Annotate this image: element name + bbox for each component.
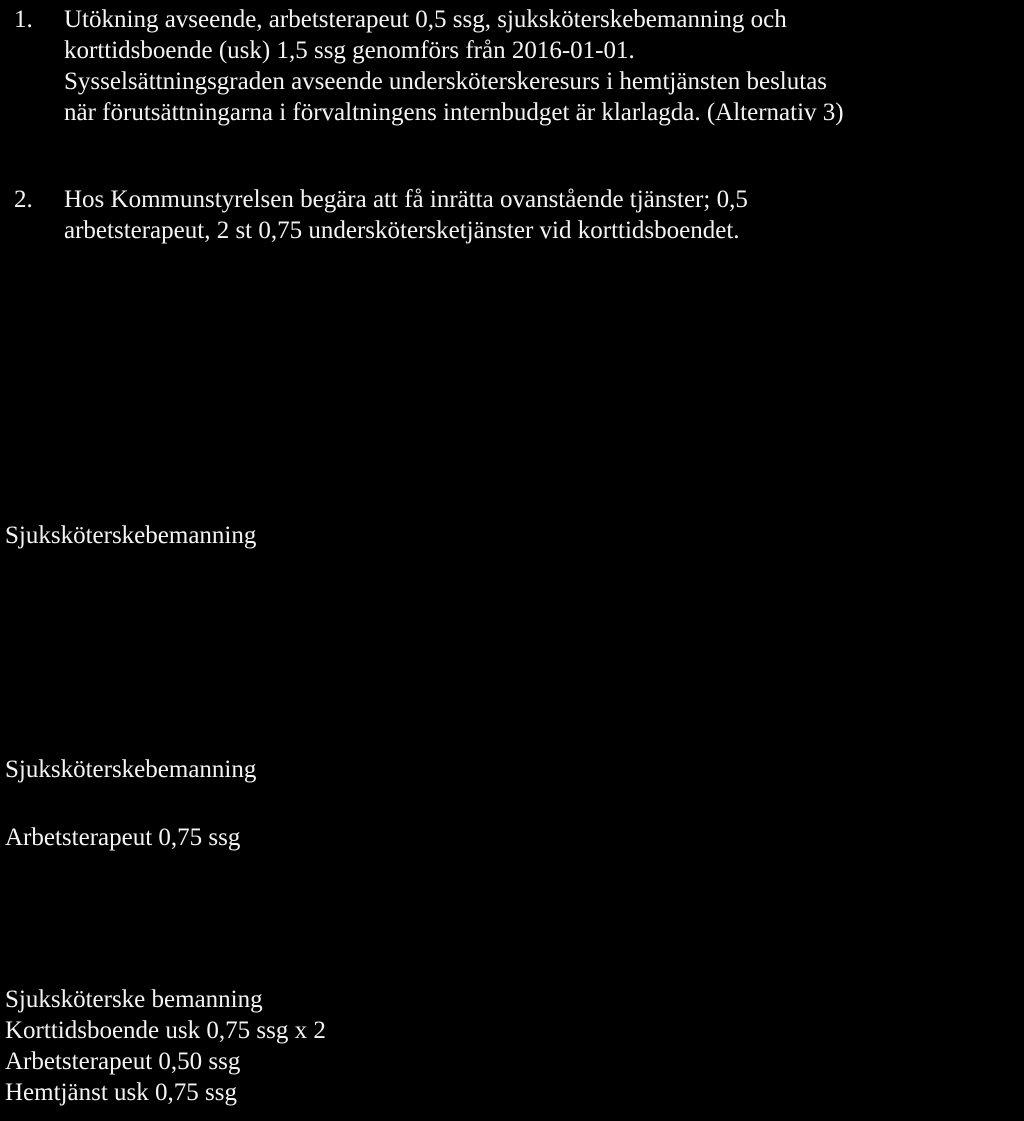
decision-line: arbetsterapeut, 2 st 0,75 underskötersketjänster vid korttidsboendet.: [64, 217, 740, 244]
decision-line: Hos Kommunstyrelsen begära att få inrätta ovanstående tjänster; 0,5: [64, 186, 748, 213]
summary-list: [5, 984, 326, 1108]
decision-line: Sysselsättningsgraden avseende undersköterskeresurs i hemtjänsten beslutas: [64, 68, 828, 95]
decision-item-1: [14, 4, 844, 128]
label-nurse-staffing-2: Sjuksköterskebemanning: [5, 756, 257, 783]
decision-line: korttidsboende (usk) 1,5 ssg genomförs från 2016-01-01.: [64, 37, 635, 64]
label-nurse-staffing: Sjuksköterskebemanning: [5, 522, 257, 549]
decision-item-2: [14, 184, 748, 246]
summary-row: Sjuksköterske bemanning: [5, 986, 263, 1013]
decision-number: 2.: [14, 186, 33, 213]
decision-line: Utökning avseende, arbetsterapeut 0,5 ssg, sjuksköterskebemanning och: [64, 6, 787, 33]
summary-row: Hemtjänst usk 0,75 ssg: [5, 1079, 237, 1106]
decision-number: 1.: [14, 6, 33, 33]
decision-line: när förutsättningarna i förvaltningens internbudget är klarlagda. (Alternativ 3): [64, 99, 844, 126]
label-occupational-therapist: Arbetsterapeut 0,75 ssg: [5, 824, 241, 851]
summary-row: Arbetsterapeut 0,50 ssg: [5, 1048, 241, 1075]
summary-row: Korttidsboende usk 0,75 ssg x 2: [5, 1017, 326, 1044]
